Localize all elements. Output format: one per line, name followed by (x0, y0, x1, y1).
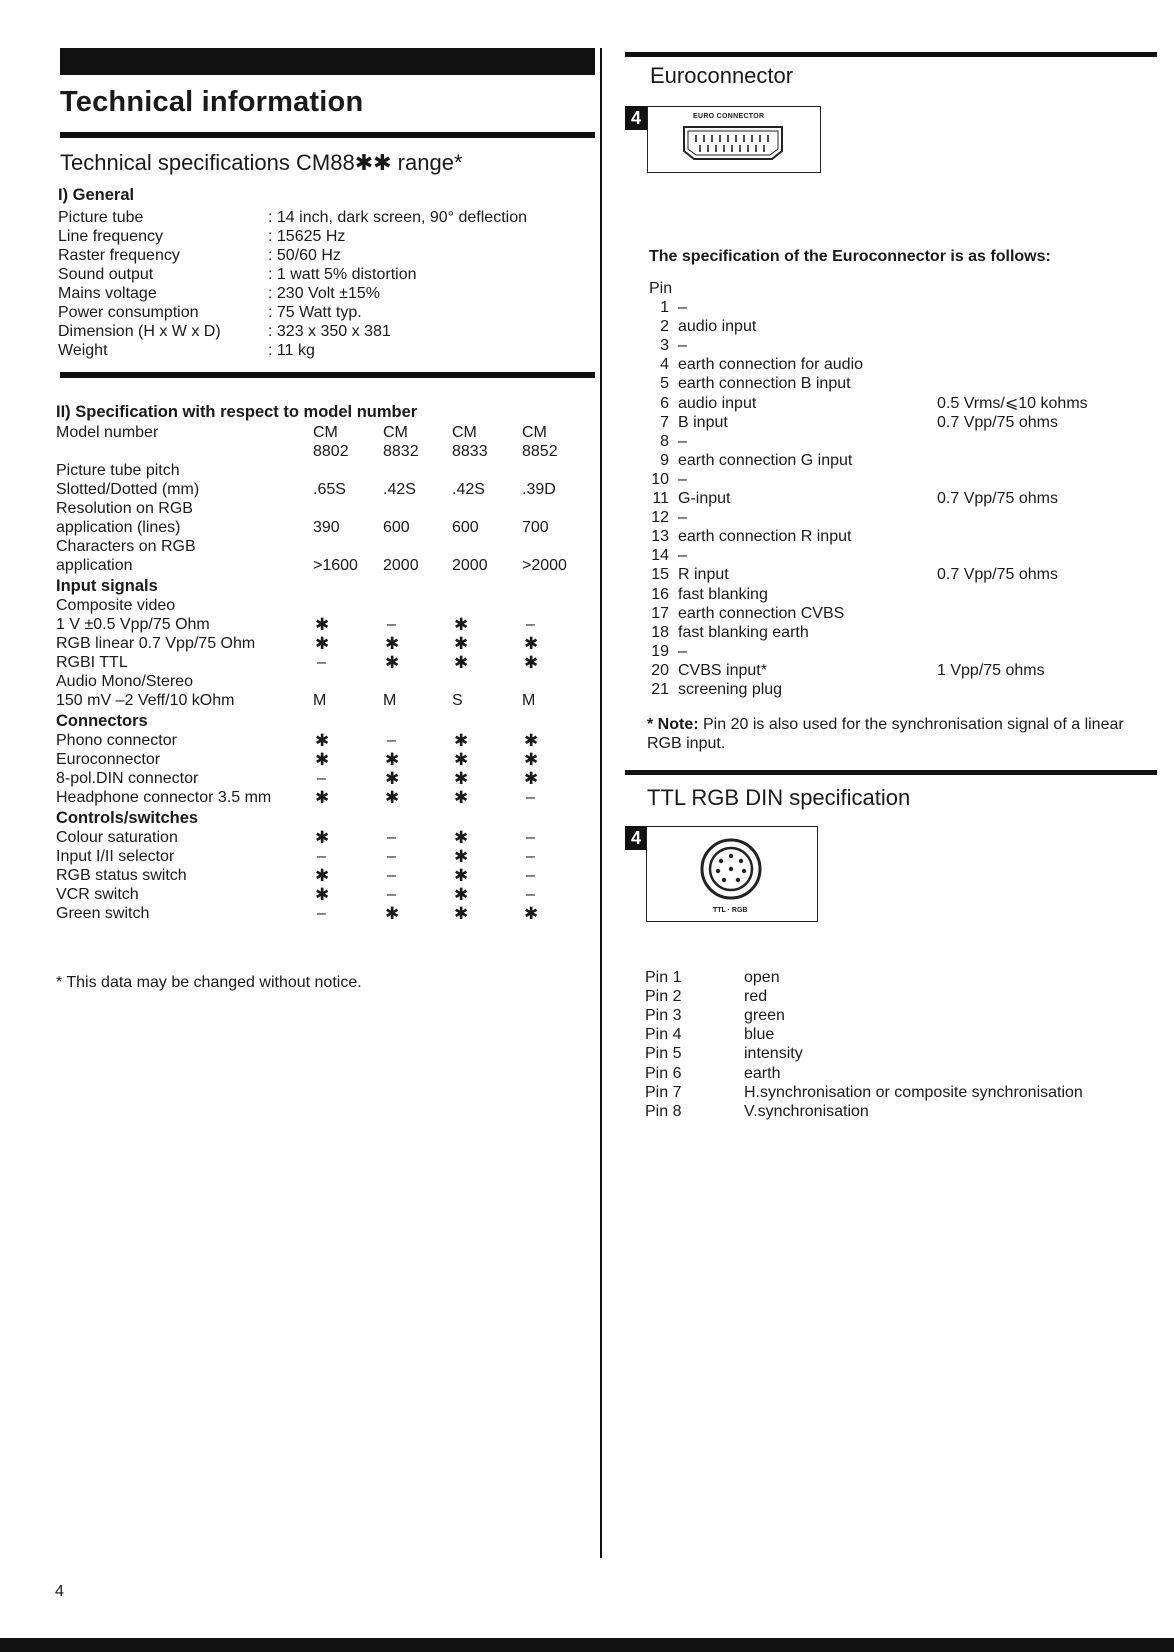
models-cell: 8832 (383, 443, 419, 460)
euro-pin-desc: – (678, 470, 687, 488)
models-cell: ✱ (524, 653, 539, 672)
models-row-label: Euroconnector (56, 751, 161, 768)
ttl-pin-label: Pin 2 (645, 988, 682, 1006)
euro-pin-number: 15 (651, 566, 669, 584)
euro-pin-number: 17 (651, 604, 669, 622)
euro-pin-number: 11 (652, 490, 669, 507)
spec-title: Technical specifications CM88✱✱ range* (60, 150, 463, 175)
models-cell: ✱ (385, 750, 400, 769)
ttl-pin-desc: H.synchronisation or composite synchronisation (744, 1083, 1083, 1101)
euro-badge: 4 (625, 106, 647, 130)
models-cell: 8852 (522, 443, 558, 460)
footnote: * This data may be changed without notice. (56, 974, 362, 991)
euro-pin-desc: audio input (678, 394, 757, 412)
models-row-label: 1 V ±0.5 Vpp/75 Ohm (56, 616, 210, 633)
models-row-label: Green switch (56, 905, 150, 922)
euro-pin-value: 1 Vpp/75 ohms (937, 661, 1045, 679)
euro-pin-value: 0.7 Vpp/75 ohms (937, 566, 1058, 584)
models-cell: ✱ (315, 885, 330, 904)
euro-pin-desc: fast blanking earth (678, 623, 809, 641)
ttl-pin-desc: red (744, 988, 768, 1006)
models-row-label: Composite video (56, 597, 176, 614)
models-cell: ✱ (454, 731, 469, 750)
ttl-pin-desc: V.synchronisation (744, 1102, 869, 1120)
models-cell: ✱ (315, 615, 330, 634)
models-cell: 8833 (452, 443, 488, 460)
euro-spec-heading: The specification of the Euroconnector is as follows: (649, 248, 1051, 265)
models-cell: ✱ (315, 750, 330, 769)
ttl-pin-label: Pin 1 (645, 969, 682, 986)
models-cell: – (317, 905, 326, 922)
models-cell: – (526, 616, 535, 633)
models-row-label: Characters on RGB (56, 538, 196, 555)
models-cell: ✱ (385, 634, 400, 653)
euro-pin-desc: – (678, 299, 687, 316)
models-cell: 600 (452, 519, 479, 536)
models-cell: ✱ (315, 828, 330, 847)
models-cell: ✱ (524, 904, 539, 923)
models-subheading: Connectors (56, 712, 148, 730)
models-cell: 390 (313, 519, 340, 536)
models-cell: >2000 (522, 557, 567, 574)
ttl-pin-desc: open (744, 969, 780, 986)
models-cell: ✱ (315, 866, 330, 885)
euro-pin-number: 7 (660, 413, 669, 431)
euroconnector-image-label: EURO CONNECTOR (693, 113, 765, 120)
ttl-pin-desc: blue (744, 1026, 775, 1044)
euro-pin-number: 18 (651, 623, 669, 641)
models-cell: ✱ (454, 750, 469, 769)
models-subheading: Controls/switches (56, 809, 199, 827)
models-cell: ✱ (524, 750, 539, 769)
models-cell: .42S (383, 481, 416, 498)
models-cell: ✱ (315, 731, 330, 750)
euro-pin-number: 3 (660, 337, 669, 355)
models-row-label: Phono connector (56, 732, 177, 749)
euroconnector-image (647, 106, 821, 173)
euro-pin-number: 12 (651, 509, 669, 527)
euro-pin-desc: CVBS input* (678, 661, 767, 679)
models-cell: M (383, 692, 397, 709)
models-row-label: RGBI TTL (56, 654, 128, 671)
euro-pin-desc: – (678, 547, 687, 565)
models-cell: .39D (522, 481, 556, 498)
models-cell: >1600 (313, 557, 358, 574)
models-cell: – (526, 848, 535, 865)
column-divider (600, 48, 602, 1558)
general-label: Power consumption (58, 304, 199, 321)
models-cell: – (387, 829, 396, 846)
euro-pin-number: 14 (651, 547, 669, 565)
models-cell: – (317, 654, 326, 671)
models-cell: ✱ (454, 634, 469, 653)
ttl-pin-desc: green (744, 1007, 785, 1025)
euro-pin-number: 9 (660, 451, 669, 469)
ttl-top-rule (625, 770, 1157, 775)
euro-pin-number: 2 (660, 318, 669, 336)
general-value: : 1 watt 5% distortion (268, 266, 417, 283)
euro-pin-desc: – (678, 337, 687, 355)
models-cell: 2000 (383, 557, 419, 574)
general-value: : 14 inch, dark screen, 90° deflection (268, 209, 527, 226)
models-cell: .65S (313, 481, 346, 498)
euro-pin-number: 19 (651, 642, 669, 660)
euro-pin-desc: earth connection CVBS (678, 604, 845, 622)
euro-top-rule (625, 52, 1157, 57)
models-cell: ✱ (385, 904, 400, 923)
scart-plug-icon (648, 107, 820, 172)
general-label: Raster frequency (58, 247, 180, 264)
models-row-label: Slotted/Dotted (mm) (56, 481, 200, 498)
ttl-image-label: TTL · RGB (713, 907, 748, 914)
models-cell: – (387, 886, 396, 903)
euro-pin-desc: – (678, 509, 687, 527)
models-row-label: RGB linear 0.7 Vpp/75 Ohm (56, 635, 256, 652)
euro-pin-desc: – (678, 642, 687, 660)
general-value: : 323 x 350 x 381 (268, 323, 391, 340)
models-cell: – (387, 732, 396, 749)
page-number: 4 (55, 1583, 64, 1600)
models-cell: – (387, 616, 396, 633)
ttl-pin-desc: intensity (744, 1045, 803, 1063)
euro-pin-number: 8 (660, 432, 669, 450)
models-cell: ✱ (454, 653, 469, 672)
models-row-label: Picture tube pitch (56, 462, 180, 479)
general-heading: I) General (58, 186, 135, 204)
models-row-label: application (56, 557, 133, 574)
models-cell: CM (313, 424, 338, 441)
euro-pin-desc: B input (678, 413, 728, 431)
ttl-pin-label: Pin 4 (645, 1026, 682, 1044)
note-label: * Note: (647, 716, 699, 733)
models-row-label: VCR switch (56, 886, 139, 903)
euro-pin-value: 0.5 Vrms/⩽10 kohms (937, 394, 1088, 412)
models-cell: ✱ (524, 769, 539, 788)
models-cell: 8802 (313, 443, 349, 460)
models-cell: – (526, 789, 535, 806)
euro-title: Euroconnector (650, 63, 794, 88)
models-cell: – (317, 770, 326, 787)
models-cell: ✱ (315, 788, 330, 807)
euro-pin-number: 20 (651, 661, 669, 679)
models-cell: ✱ (385, 788, 400, 807)
models-cell: ✱ (454, 769, 469, 788)
models-cell: ✱ (454, 828, 469, 847)
title-rule (60, 132, 595, 138)
models-cell: – (387, 867, 396, 884)
models-cell: ✱ (385, 769, 400, 788)
models-cell: ✱ (454, 847, 469, 866)
euro-pin-number: 21 (651, 681, 669, 698)
models-cell: ✱ (524, 634, 539, 653)
general-label: Line frequency (58, 228, 163, 245)
models-row-label: Colour saturation (56, 829, 178, 846)
euro-pin-number: 4 (660, 356, 669, 374)
models-cell: 2000 (452, 557, 488, 574)
ttl-pin-label: Pin 5 (645, 1045, 682, 1063)
ttl-din-image (646, 826, 818, 922)
models-cell: ✱ (454, 866, 469, 885)
models-cell: ✱ (454, 904, 469, 923)
models-cell: CM (452, 424, 477, 441)
models-cell: – (526, 829, 535, 846)
models-row-label: application (lines) (56, 519, 181, 536)
models-cell: – (387, 848, 396, 865)
euro-pin-desc: earth connection for audio (678, 356, 864, 374)
models-cell: M (522, 692, 536, 709)
euro-pin-number: 5 (660, 375, 669, 393)
general-value: : 75 Watt typ. (268, 304, 362, 321)
euro-pin-number: 13 (651, 528, 669, 546)
models-row-label: Resolution on RGB (56, 500, 193, 517)
bottom-black-bar (0, 1638, 1174, 1652)
general-rule (60, 372, 595, 378)
ttl-pin-label: Pin 7 (645, 1083, 682, 1101)
euro-pin-desc: earth connection B input (678, 375, 851, 393)
ttl-pin-label: Pin 8 (645, 1102, 682, 1120)
euro-pin-desc: R input (678, 566, 729, 584)
models-row-label: Audio Mono/Stereo (56, 673, 193, 690)
general-label: Sound output (58, 266, 154, 283)
models-cell: 600 (383, 519, 410, 536)
euro-pin-number: 10 (651, 470, 669, 488)
euro-pin-desc: earth connection G input (678, 451, 853, 469)
euro-pin-desc: fast blanking (678, 585, 768, 603)
models-cell: CM (522, 424, 547, 441)
ttl-pin-label: Pin 6 (645, 1064, 682, 1082)
general-value: : 230 Volt ±15% (268, 285, 380, 302)
models-cell: CM (383, 424, 408, 441)
euro-pin-number: 16 (651, 585, 669, 603)
euro-pin-desc: audio input (678, 318, 757, 336)
general-label: Weight (58, 342, 108, 359)
models-row-label: 8-pol.DIN connector (56, 770, 199, 787)
euro-pin-desc: G-input (678, 490, 731, 507)
models-heading: II) Specification with respect to model number (56, 403, 418, 421)
models-row-label: Headphone connector 3.5 mm (56, 789, 272, 806)
models-row-label: Model number (56, 424, 159, 441)
euro-pin-desc: earth connection R input (678, 528, 852, 546)
models-cell: M (313, 692, 327, 709)
ttl-pin-label: Pin 3 (645, 1007, 682, 1025)
ttl-title: TTL RGB DIN specification (647, 785, 911, 810)
models-cell: S (452, 692, 463, 709)
ttl-pin-desc: earth (744, 1064, 781, 1082)
models-cell: ✱ (454, 885, 469, 904)
ttl-badge: 4 (625, 826, 647, 850)
models-cell: 700 (522, 519, 549, 536)
note-text: Pin 20 is also used for the synchronisation signal of a linear RGB input. (647, 716, 1124, 752)
euro-pin-value: 0.7 Vpp/75 ohms (937, 413, 1058, 431)
euro-pin-desc: screening plug (678, 681, 783, 698)
general-label: Dimension (H x W x D) (58, 323, 221, 340)
models-cell: – (317, 848, 326, 865)
models-row-label: RGB status switch (56, 867, 187, 884)
models-cell: .42S (452, 481, 485, 498)
models-row-label: Input I/II selector (56, 848, 175, 865)
euro-pin-desc: – (678, 432, 687, 450)
pin-header: Pin (649, 280, 673, 297)
general-value: : 11 kg (268, 342, 315, 359)
euro-pin-value: 0.7 Vpp/75 ohms (937, 490, 1058, 507)
models-subheading: Input signals (56, 577, 158, 595)
general-value: : 50/60 Hz (268, 247, 341, 264)
euro-note (647, 715, 1157, 753)
general-label: Picture tube (58, 209, 144, 226)
general-label: Mains voltage (58, 285, 157, 302)
models-cell: ✱ (454, 615, 469, 634)
page-title: Technical information (60, 86, 364, 118)
euro-pin-number: 1 (660, 299, 669, 316)
euro-pin-number: 6 (660, 394, 669, 412)
models-cell: – (526, 886, 535, 903)
top-black-bar (60, 48, 595, 75)
models-row-label: 150 mV –2 Veff/10 kOhm (56, 692, 235, 709)
general-value: : 15625 Hz (268, 228, 346, 245)
models-cell: ✱ (454, 788, 469, 807)
models-cell: ✱ (385, 653, 400, 672)
models-cell: – (526, 867, 535, 884)
models-cell: ✱ (524, 731, 539, 750)
models-cell: ✱ (315, 634, 330, 653)
